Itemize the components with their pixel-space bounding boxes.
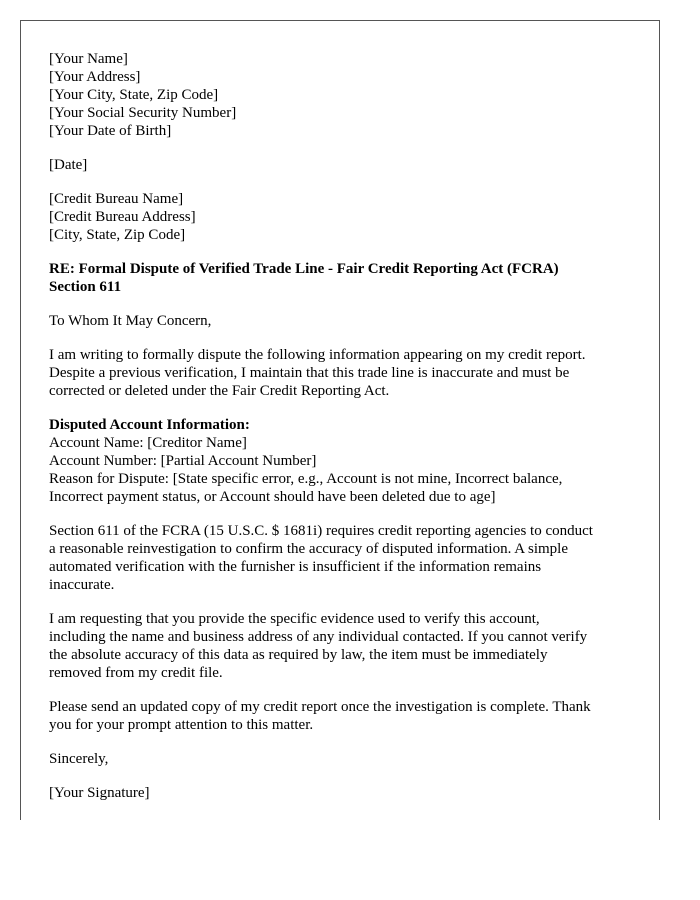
closing-request-line: Please send an updated copy of my credit report once the investigation is complete. Thank <box>49 699 591 715</box>
disputed-account-block <box>49 416 639 506</box>
intro-line: I am writing to formally dispute the following information appearing on my credit report. <box>49 347 586 363</box>
intro-line: Despite a previous verification, I maintain that this trade line is inaccurate and must be <box>49 365 570 381</box>
letter-page <box>20 20 660 820</box>
closing-request-line: you for your prompt attention to this matter. <box>49 717 314 733</box>
subject-line <box>49 260 639 296</box>
closing-block <box>49 750 639 768</box>
request-line: including the name and business address of any individual contacted. If you cannot verify <box>49 629 588 645</box>
intro-paragraph <box>49 346 639 400</box>
subject-line-2: Section 611 <box>49 279 122 295</box>
sender-ssn: [Your Social Security Number] <box>49 105 237 121</box>
letter-body <box>49 50 639 818</box>
section-611-line: Section 611 of the FCRA (15 U.S.C. $ 1681i) requires credit reporting agencies to conduct <box>49 523 593 539</box>
section-611-line: inaccurate. <box>49 577 115 593</box>
recipient-address: [Credit Bureau Address] <box>49 209 196 225</box>
date-block <box>49 156 639 174</box>
sender-address: [Your Address] <box>49 69 141 85</box>
sender-block <box>49 50 639 140</box>
subject-line-1: RE: Formal Dispute of Verified Trade Line - Fair Credit Reporting Act (FCRA) <box>49 261 559 277</box>
account-name: Account Name: [Creditor Name] <box>49 435 247 451</box>
dispute-reason: Reason for Dispute: [State specific error, e.g., Account is not mine, Incorrect balance, <box>49 471 563 487</box>
salutation: To Whom It May Concern, <box>49 313 212 329</box>
signature: [Your Signature] <box>49 785 150 801</box>
salutation-block <box>49 312 639 330</box>
dispute-reason: Incorrect payment status, or Account should have been deleted due to age] <box>49 489 496 505</box>
request-line: removed from my credit file. <box>49 665 223 681</box>
sender-city-state-zip: [Your City, State, Zip Code] <box>49 87 219 103</box>
request-line: I am requesting that you provide the specific evidence used to verify this account, <box>49 611 540 627</box>
recipient-city-state-zip: [City, State, Zip Code] <box>49 227 186 243</box>
request-paragraph <box>49 610 639 682</box>
section-611-line: automated verification with the furnisher is insufficient if the information remains <box>49 559 542 575</box>
closing-request-paragraph <box>49 698 639 734</box>
sender-name: [Your Name] <box>49 51 128 67</box>
request-line: the absolute accuracy of this data as required by law, the item must be immediately <box>49 647 548 663</box>
intro-line: corrected or deleted under the Fair Credit Reporting Act. <box>49 383 390 399</box>
closing: Sincerely, <box>49 751 109 767</box>
letter-date: [Date] <box>49 157 88 173</box>
sender-dob: [Your Date of Birth] <box>49 123 172 139</box>
disputed-heading: Disputed Account Information: <box>49 417 250 433</box>
recipient-name: [Credit Bureau Name] <box>49 191 184 207</box>
account-number: Account Number: [Partial Account Number] <box>49 453 317 469</box>
signature-block <box>49 784 639 802</box>
recipient-block <box>49 190 639 244</box>
section-611-line: a reasonable reinvestigation to confirm the accuracy of disputed information. A simple <box>49 541 569 557</box>
section-611-paragraph <box>49 522 639 594</box>
